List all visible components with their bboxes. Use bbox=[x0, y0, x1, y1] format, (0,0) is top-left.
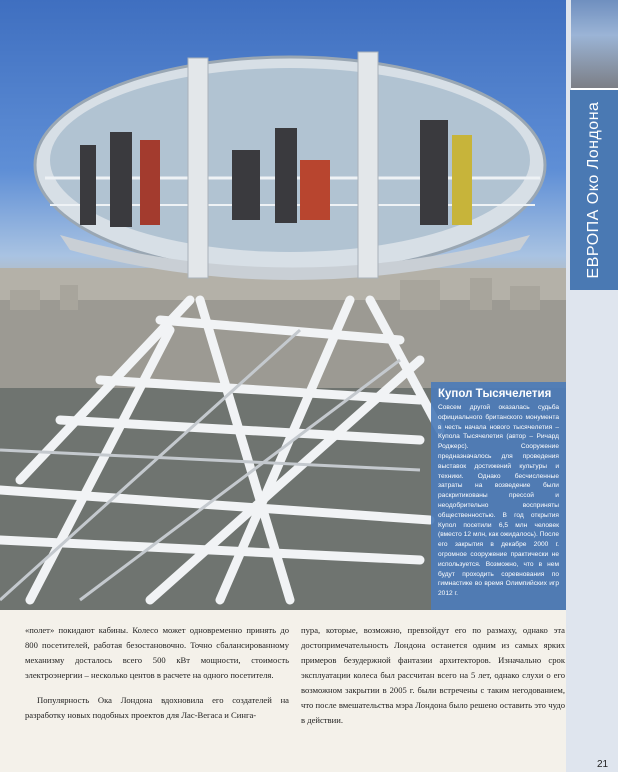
article-column-left bbox=[25, 623, 289, 723]
paragraph: «полет» покидают кабины. Колесо может одновременно принять до 800 посетителей, работая безостановочно. Точно сбалансированному механизму досталось всего 500 кВт мощности, стоимость электроэнергии – несколько центов в расчете на одного посетителя. bbox=[25, 625, 289, 680]
sidebar-box bbox=[431, 382, 566, 610]
section-label: ЕВРОПА Око Лондона bbox=[585, 101, 602, 279]
paragraph: Популярность Ока Лондона вдохновила его создателей на разработку новых подобных проектов для Лас-Вегаса и Синга- bbox=[25, 695, 289, 720]
page-number: 21 bbox=[597, 759, 609, 770]
thumbnail-image bbox=[571, 0, 618, 90]
paragraph: пура, которые, возможно, превзойдут его по размаху, однако эта достопримечательность Лондона останется одним из самых ярких примеров безудержной фантазии архитекторов. Изначально срок эксплуатации колеса был рассчитан всего на 5 лет, однако слухи о его возможном закрытии в 2005 г. были встречены с таким негодованием, что после вмешательства мэра Лондона было решено оставить это чудо в действии. bbox=[301, 625, 565, 725]
sidebar-body: Совсем другой оказалась судьба официального британского монумента в честь начала нового тысячелетия – Купола Тысячелетия (автор – Ричард Роджерс). Сооружение предназначалось для проведения выставок достижений культуры и техники. Однако бесчисленные затраты на возведение были раскритикованы прессой и неодобрительно восприняты общественностью. В год открытия Купол посетили 6,5 млн человек (вместо 12 млн, как ожидалось). После его закрытия в декабре 2000 г. огромное сооружение практически не используется. Возможно, что в нем будут проходить соревнования по гимнастике во время Олимпийских игр 2012 г. bbox=[438, 404, 559, 598]
sidebar-title: Купол Тысячелетия bbox=[438, 388, 552, 400]
article-column-right bbox=[301, 623, 565, 728]
